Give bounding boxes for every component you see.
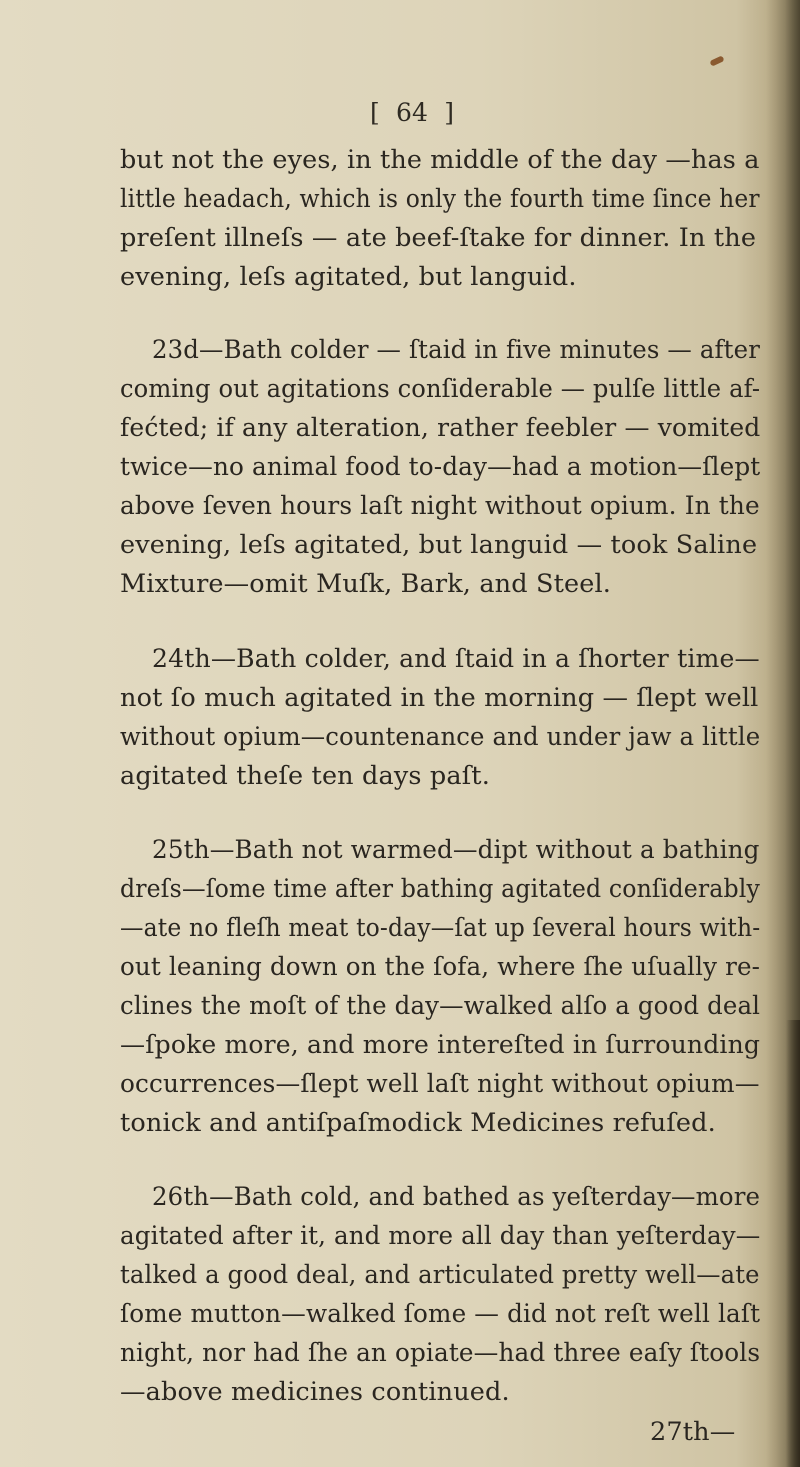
text-line: without opium—countenance and under jaw a little (120, 722, 761, 752)
text-line: 26th—Bath cold, and bathed as yeſterday—more (152, 1182, 761, 1212)
text-line: agitated theſe ten days paſt. (120, 761, 490, 791)
text-line: preſent illneſs — ate beef-ſtake for dinner. In the (120, 223, 757, 253)
text-line: fećted; if any alteration, rather feebler — vomited (120, 413, 761, 443)
text-line: agitated after it, and more all day than yeſterday— (120, 1221, 761, 1251)
text-line: little headach, which is only the fourth time ſince her (120, 184, 760, 214)
text-line: above ſeven hours laſt night without opium. In the (120, 491, 760, 521)
text-line: tonick and antiſpaſmodick Medicines refuſed. (120, 1108, 716, 1138)
text-line: talked a good deal, and articulated pretty well—ate (120, 1260, 760, 1290)
text-line: —above medicines continued. (120, 1377, 510, 1407)
text-line: 25th—Bath not warmed—dipt without a bathing (152, 835, 760, 865)
text-line: Mixture—omit Muſk, Bark, and Steel. (120, 569, 612, 599)
text-line: evening, leſs agitated, but languid. (120, 262, 577, 292)
text-line: clines the moſt of the day—walked alſo a good deal (120, 991, 761, 1021)
text-line: evening, leſs agitated, but languid — took Saline (120, 530, 758, 560)
text-line: 24th—Bath colder, and ſtaid in a ſhorter time— (152, 644, 760, 674)
text-line: —ſpoke more, and more intereſted in ſurrounding (120, 1030, 761, 1060)
text-line: dreſs—ſome time after bathing agitated conſiderably (120, 874, 760, 904)
text-line: 23d—Bath colder — ſtaid in five minutes — after (152, 335, 760, 365)
text-line: ſome mutton—walked ſome — did not reſt well laſt (120, 1299, 761, 1329)
text-line: out leaning down on the ſofa, where ſhe uſually re- (120, 952, 761, 982)
page-number: [ 64 ] (370, 98, 455, 127)
text-line: night, nor had ſhe an opiate—had three eaſy ſtools (120, 1338, 761, 1368)
text-line: not ſo much agitated in the morning — ſlept well (120, 683, 759, 713)
text-line: coming out agitations conſiderable — pulſe little af- (120, 374, 761, 404)
text-line: but not the eyes, in the middle of the day —has a (120, 145, 760, 175)
text-line: —ate no fleſh meat to-day—ſat up ſeveral hours with- (120, 913, 761, 943)
text-line: twice—no animal food to-day—had a motion—ſlept (120, 452, 761, 482)
catchword: 27th— (650, 1417, 736, 1447)
text-line: occurrences—ſlept well laſt night without opium— (120, 1069, 760, 1099)
